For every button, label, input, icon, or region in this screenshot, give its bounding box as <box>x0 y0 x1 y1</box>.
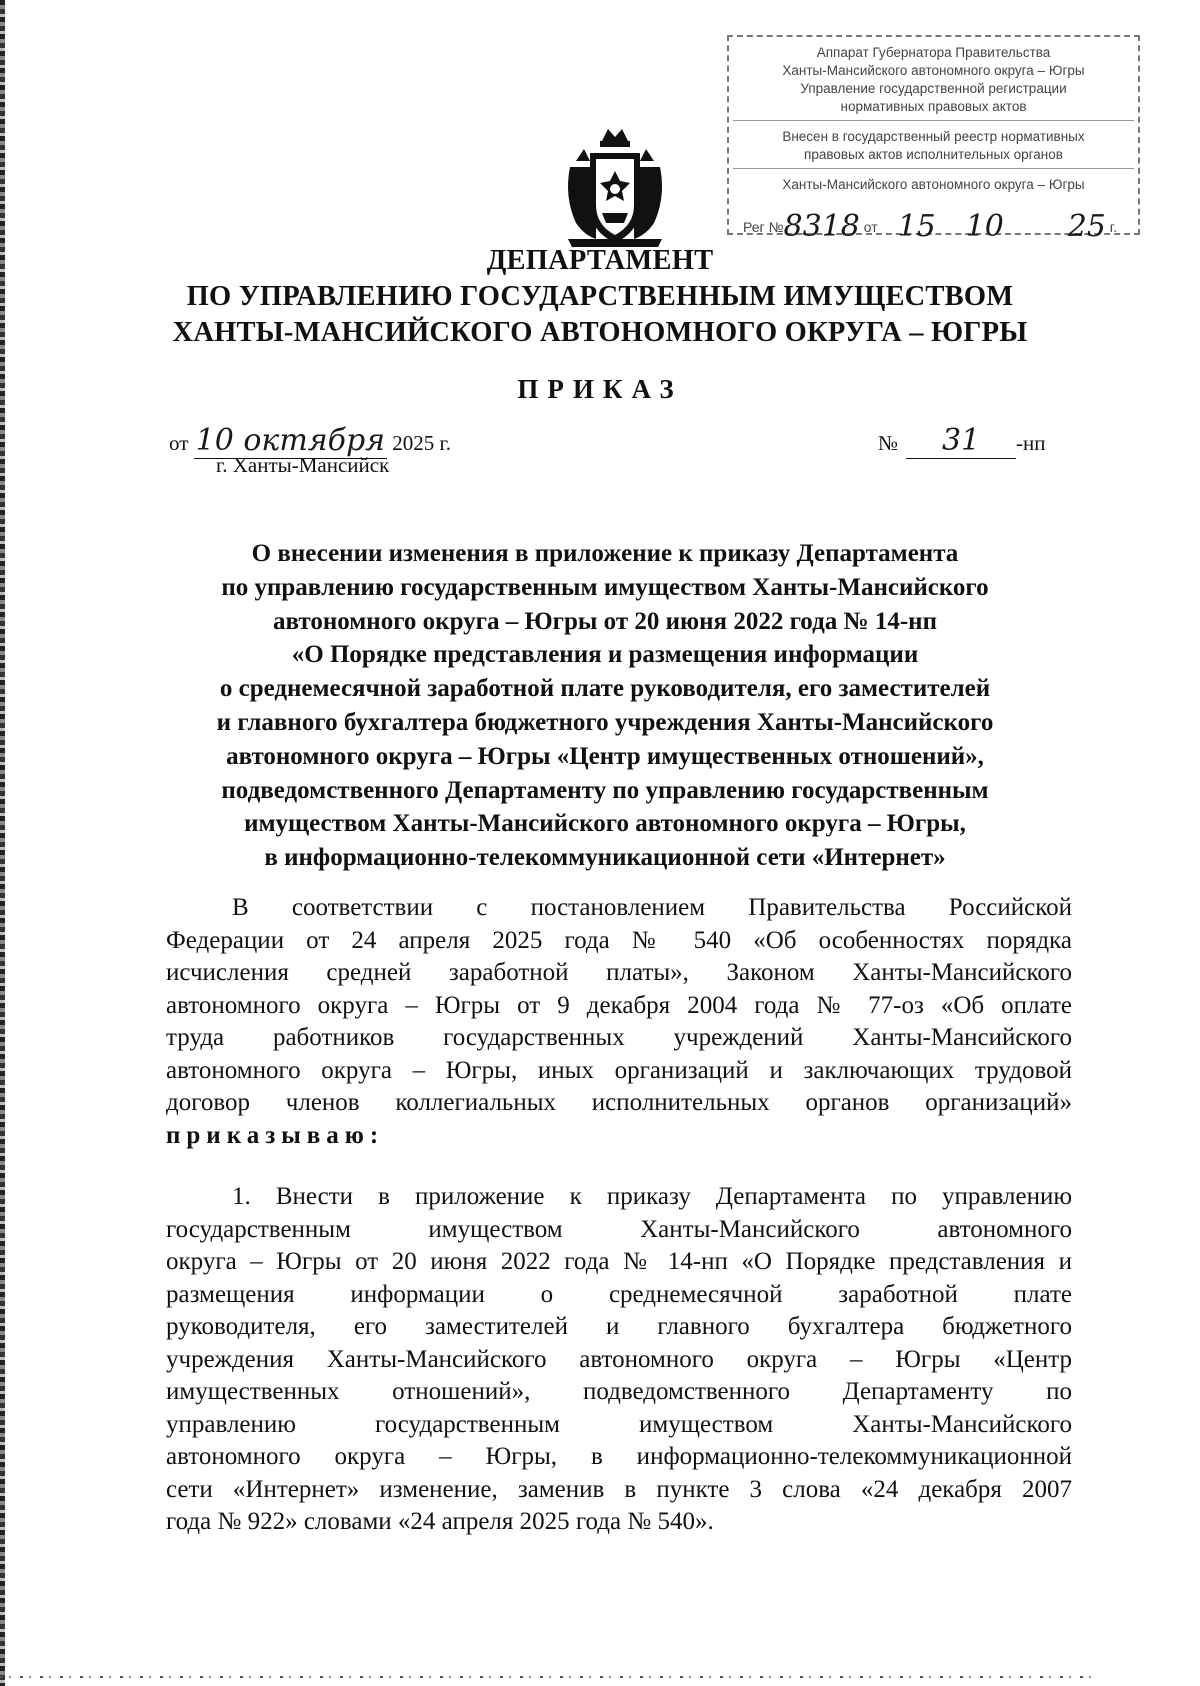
subject-line: «О Порядке представления и размещения информации <box>291 641 919 669</box>
stamp-line: Ханты-Мансийского автономного округа – Югры <box>782 63 1085 78</box>
paragraph-line: учреждения Ханты-Мансийского автономного округа – Югры «Центр <box>166 1345 1072 1373</box>
order-verb: приказываю: <box>166 1121 385 1149</box>
preamble-paragraph <box>166 892 1072 1152</box>
order-date-suffix: 2025 г. <box>392 431 452 455</box>
stamp-reg-number: 8318 <box>783 209 860 244</box>
department-title-line1: ДЕПАРТАМЕНТ <box>486 245 714 276</box>
item-1-paragraph <box>166 1181 1072 1539</box>
paragraph-line: В соответствии с постановлением Правительства Российской <box>232 894 1072 921</box>
subject-line: автономного округа – Югры «Центр имущественных отношений», <box>226 742 984 770</box>
paragraph-line: руководителя, его заместителей и главного бухгалтера бюджетного <box>166 1313 1072 1340</box>
paragraph-line: округа – Югры от 20 июня 2022 года № 14-нп «О Порядке представления и <box>166 1248 1072 1275</box>
stamp-line: Управление государственной регистрации <box>800 81 1067 96</box>
department-title-line3: ХАНТЫ-МАНСИЙСКОГО АВТОНОМНОГО ОКРУГА – ЮГРЫ <box>172 317 1028 348</box>
stamp-reg-year-suffix: г. <box>1109 219 1118 235</box>
paragraph-line: управлению государственным имуществом Ханты-Мансийского <box>166 1410 1072 1438</box>
subject-line: имуществом Ханты-Мансийского автономного округа – Югры, <box>244 810 966 838</box>
subject-line: О внесении изменения в приложение к приказу Департамента <box>251 540 959 567</box>
paragraph-line: имущественных отношений», подведомственного Департаменту по <box>166 1378 1072 1405</box>
paragraph-line: государственным имуществом Ханты-Мансийского автономного <box>166 1215 1072 1243</box>
scan-bottom-edge <box>0 1676 1100 1678</box>
paragraph-line: 1. Внести в приложение к приказу Департамента по управлению <box>232 1183 1072 1210</box>
paragraph-line: Федерации от 24 апреля 2025 года № 540 «Об особенностях порядка <box>166 926 1072 954</box>
paragraph-line: размещения информации о среднемесячной заработной плате <box>166 1280 1072 1308</box>
subject-line: автономного округа – Югры от 20 июня 2022 года № 14-нп <box>273 607 937 635</box>
subject-line: и главного бухгалтера бюджетного учреждения Ханты-Мансийского <box>216 708 994 736</box>
stamp-line: Внесен в государственный реестр нормативных <box>782 129 1085 144</box>
department-title-line2: ПО УПРАВЛЕНИЮ ГОСУДАРСТВЕННЫМ ИМУЩЕСТВОМ <box>186 281 1014 312</box>
order-date-prefix: от <box>169 431 189 455</box>
paragraph-line: исчисления средней заработной платы», Законом Ханты-Мансийского <box>166 959 1072 986</box>
paragraph-line: года № 922» словами «24 апреля 2025 года № 540». <box>166 1508 714 1535</box>
order-number-handwritten: 31 <box>941 423 981 458</box>
subject-line: в информационно-телекоммуникационной сети «Интернет» <box>264 844 946 872</box>
order-number <box>878 423 1046 459</box>
stamp-line: правовых актов исполнительных органов <box>804 147 1063 162</box>
order-place: г. Ханты-Мансийск <box>216 453 390 477</box>
stamp-line: Ханты-Мансийского автономного округа – Югры <box>782 177 1085 192</box>
registration-stamp <box>727 35 1140 244</box>
stamp-reg-prefix: Рег № <box>743 219 784 235</box>
stamp-line: нормативных правовых актов <box>840 99 1027 114</box>
stamp-divider <box>733 120 1134 121</box>
order-subject <box>150 537 1060 875</box>
paragraph-line: договор членов коллегиальных исполнительных органов организаций» <box>166 1089 1072 1116</box>
order-date-handwritten: 10 октября <box>195 423 386 458</box>
stamp-reg-from: от <box>863 219 878 235</box>
order-number-prefix: № <box>878 431 899 455</box>
paragraph-line: сети «Интернет» изменение, заменив в пункте 3 слова «24 декабря 2007 <box>166 1475 1072 1503</box>
paragraph-line: автономного округа – Югры, в информационно-телекоммуникационной <box>166 1443 1072 1470</box>
paragraph-line: автономного округа – Югры, иных организаций и заключающих трудовой <box>166 1056 1072 1084</box>
subject-line: о среднемесячной заработной плате руководителя, его заместителей <box>219 675 991 703</box>
document-type: ПРИКАЗ <box>517 374 683 404</box>
order-number-suffix: -нп <box>1016 431 1046 455</box>
stamp-divider <box>733 168 1134 169</box>
stamp-reg-day: 15 <box>897 209 936 244</box>
stamp-reg-month: 10 <box>965 209 1004 244</box>
paragraph-line: труда работников государственных учреждений Ханты-Мансийского <box>166 1024 1072 1051</box>
stamp-line: Аппарат Губернатора Правительства <box>816 45 1051 60</box>
paragraph-line: автономного округа – Югры от 9 декабря 2004 года № 77-оз «Об оплате <box>166 991 1072 1019</box>
subject-line: по управлению государственным имуществом Ханты-Мансийского <box>221 573 989 601</box>
stamp-registration <box>743 205 1118 244</box>
stamp-reg-year: 25 <box>1067 209 1106 244</box>
coat-of-arms-icon <box>562 127 668 251</box>
subject-line: подведомственного Департаменту по управлению государственным <box>221 776 989 804</box>
